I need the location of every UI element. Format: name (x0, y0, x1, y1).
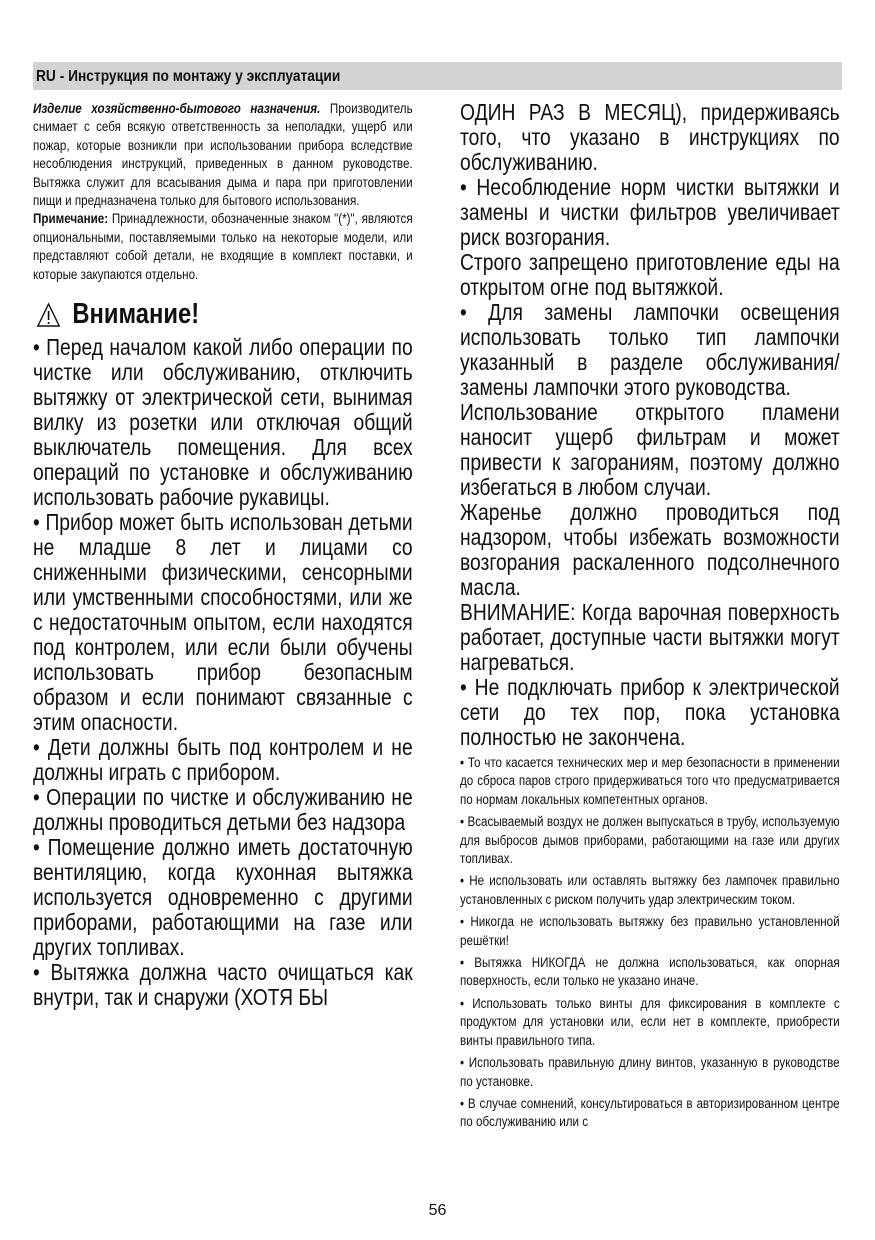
warning-paragraph: • Вытяжка должна часто очищаться как внутри, так и снаружи (ХОТЯ БЫ (33, 959, 413, 1011)
warning-paragraph: • Не подключать прибор к электрической сети до тех пор, пока установка полностью не закончена. (460, 674, 840, 750)
section-header (33, 62, 842, 90)
note-text: Принадлежности, обозначенные знаком "(*)", являются опциональными, поставляемыми только на некоторые модели, или представляют собой детали, не входящие в комплект поставки, и которые закупаются отдельно. (33, 211, 413, 283)
warning-paragraph: ОДИН РАЗ В МЕСЯЦ), придерживаясь того, что указано в инструкциях по обслуживанию. (460, 99, 840, 175)
warning-triangle-icon (36, 302, 61, 328)
small-warning-paragraph: • То что касается технических мер и мер безопасности в применении до сброса паров строго придерживаться того что предусматривается по нормам локальных компетентных органов. (460, 755, 840, 808)
warning-paragraph: • Прибор может быть использован детьми не младше 8 лет и лицами со сниженными физическими, сенсорными или умственными способностями, или же с недостаточным опытом, если находятся под контролем, или если были обучены использовать прибор безопасным образом и если понимают связанные с этим опасности. (33, 509, 413, 736)
warning-paragraph: • Несоблюдение норм чистки вытяжки и замены и чистки фильтров увеличивает риск возгорания. (460, 174, 840, 250)
small-warning-paragraph: • Вытяжка НИКОГДА не должна использоваться, как опорная поверхность, если только не указано иначе. (460, 955, 840, 990)
small-warning-paragraph: • Всасываемый воздух не должен выпускаться в трубу, используемую для выбросов дымов приборами, работающими на газе или других топливах. (460, 814, 840, 868)
warning-paragraph: • Операции по чистке и обслуживанию не должны проводиться детьми без надзора (33, 784, 413, 836)
section-title: RU - Инструкция по монтажу у эксплуатации (36, 68, 341, 85)
warning-paragraph: Использование открытого пламени наносит ущерб фильтрам и может привести к загораниям, поэтому должно избегаться в любом случаи. (460, 399, 840, 500)
warning-paragraph: • Дети должны быть под контролем и не должны играть с прибором. (33, 734, 413, 786)
small-warning-paragraph: • Использовать только винты для фиксирования в комплекте с продуктом для установки или, если нет в комплекте, приобрести винты правильного типа. (460, 995, 840, 1049)
intro-paragraph (33, 100, 413, 210)
intro-text: Производитель снимает с себя всякую ответственность за неполадки, ущерб или пожар, которые возникли при использовании прибора вследствие несоблюдения инструкций, приведенных в данном руководстве. Вытяжка служит для всасывания дыма и пара при приготовлении пищи и предназначена только для бытового использования. (33, 101, 413, 210)
intro-title: Изделие хозяйственно-бытового назначения. (33, 101, 321, 117)
warning-paragraph: • Помещение должно иметь достаточную вентиляцию, когда кухонная вытяжка используется одновременно с другими приборами, работающими на газе или других топливах. (33, 834, 413, 961)
warning-paragraph: ВНИМАНИЕ: Когда варочная поверхность работает, доступные части вытяжки могут нагреваться. (460, 599, 840, 675)
right-column (460, 100, 840, 1132)
left-column (33, 100, 413, 1010)
small-warning-paragraph: • Не использовать или оставлять вытяжку без лампочек правильно установленных с риском получить удар электрическим током. (460, 873, 840, 908)
warning-paragraph: Жаренье должно проводиться под надзором, чтобы избежать возможности возгорания раскаленного подсолнечного масла. (460, 499, 840, 600)
page-number: 56 (428, 1202, 447, 1219)
small-warning-paragraph: • Никогда не использовать вытяжку без правильно установленной решётки! (460, 914, 840, 949)
note-paragraph (33, 210, 413, 284)
warning-paragraph: • Для замены лампочки освещения использовать только тип лампочки указанный в разделе обслуживания/замены лампочки этого руководства. (460, 299, 840, 400)
warning-paragraph: • Перед началом какой либо операции по чистке или обслуживанию, отключить вытяжку от электрической сети, вынимая вилку из розетки или отключая общий выключатель помещения. Для всех операций по установке и обслуживанию использовать рабочие рукавицы. (33, 334, 413, 511)
small-warning-paragraph: • Использовать правильную длину винтов, указанную в руководстве по установке. (460, 1055, 840, 1090)
warning-paragraph: Строго запрещено приготовление еды на открытом огне под вытяжкой. (460, 249, 840, 300)
note-label: Примечание: (33, 211, 109, 228)
small-warning-paragraph: • В случае сомнений, консультироваться в авторизированном центре по обслуживанию или с (460, 1095, 840, 1131)
warning-heading (36, 298, 412, 331)
warning-title: Внимание! (72, 298, 200, 331)
